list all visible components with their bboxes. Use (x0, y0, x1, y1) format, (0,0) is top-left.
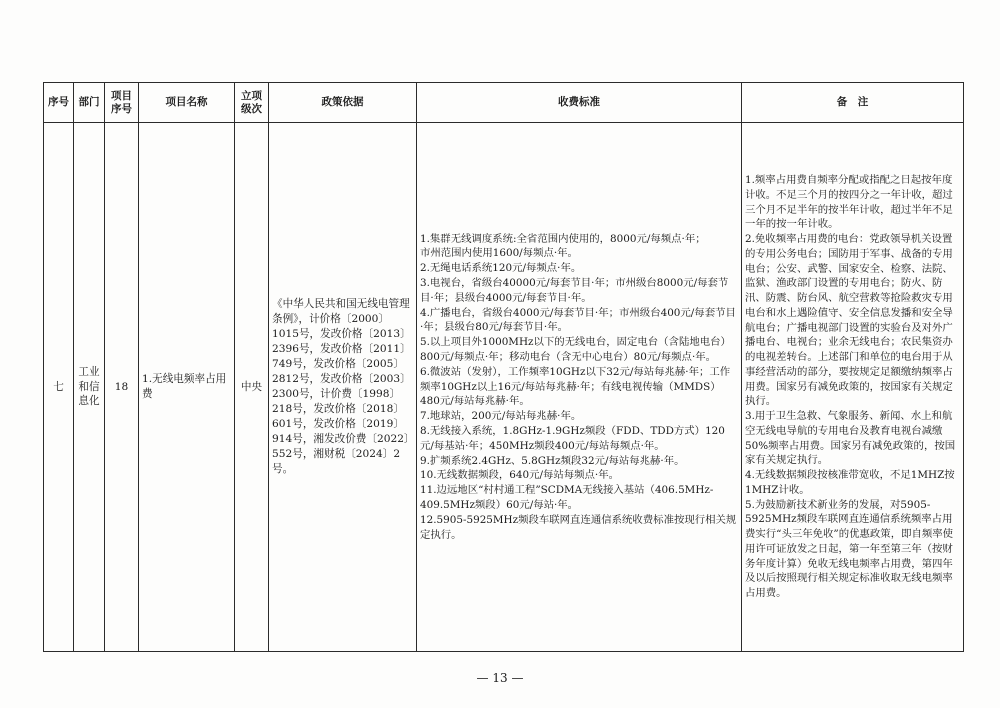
fee-line: 12.5905-5925MHz频段车联网直连通信系统收费标准按现行相关规定执行。 (420, 513, 737, 541)
cell-level: 中央 (235, 123, 269, 652)
fee-line: 5.以上项目外1000MHz以下的无线电台，固定电台（含陆地电台）800元/每频点·年；移动电台（含无中心电台）80元/每频点·年。 (420, 336, 731, 363)
fee-line: 市州范围内使用1600/每频点·年。 (420, 247, 578, 260)
note-line: 4.无线数据频段按核准带宽收，不足1MHZ按1MHZ计收。 (745, 469, 955, 496)
fee-line: 3.电视台，省级台40000元/每套节目·年；市州级台8000元/每套节目·年；县级台4000元/每套节目·年。 (420, 277, 729, 304)
note-line: 1.频率占用费自频率分配或指配之日起按年度计收。不足三个月的按四分之一年计收，超过三个月不足半年的按半年计收，超过半年不足一年的按一年计收。 (745, 174, 953, 231)
table-row (44, 123, 964, 652)
header-level: 立项 级次 (235, 83, 269, 123)
header-dept: 部门 (74, 83, 105, 123)
cell-seq: 七 (44, 123, 74, 652)
cell-policy-basis: 《中华人民共和国无线电管理条例》，计价格〔2000〕1015号，发改价格〔2013〕2396号，发改价格〔2011〕749号，发改价格〔2005〕2812号，发改价格〔2003〕2300号，计价费〔1998〕218号，发改价格〔2018〕601号，发改价格〔2019〕914号，湘发改价费〔2022〕552号，湘财税〔2024〕2号。 (269, 123, 417, 652)
table-header-row (44, 83, 964, 123)
fee-line: 8.无线接入系统，1.8GHz-1.9GHz频段（FDD、TDD方式）120元/每基站·年；450MHz频段400元/每站每频点·年。 (420, 424, 725, 452)
page-number: — 13 — (476, 671, 524, 685)
fee-line: 7.地球站，200元/每站每兆赫·年。 (420, 410, 582, 423)
note-line: 2.免收频率占用费的电台：党政领导机关设置的专用公务电台；国防用于军事、战备的专用电台；公安、武警、国家安全、检察、法院、监狱、渔政部门设置的专用电台；防火、防汛、防震、防台风、航空营救等抢险救灾专用电台和水上遇险值守、安全信息发播和安全导航电台；广播电视部门设置的实验台及对外广播电台、电视台；业余无线电台；农民集资办的电视差转台。上述部门和单位的电台用于从事经营活动的部分，要按规定足额缴纳频率占用费。国家另有减免政策的，按国家有关规定执行。 (745, 233, 953, 408)
fee-standard-table (43, 82, 964, 652)
header-item-name: 项目名称 (139, 83, 235, 123)
fee-line: 11.边远地区“村村通工程”SCDMA无线接入基站（406.5MHz-409.5MHz频段）60元/每站·年。 (420, 484, 714, 511)
cell-fee-standard (417, 123, 742, 652)
fee-line: 1.集群无线调度系统:全省范围内使用的，8000元/每频点·年； (420, 232, 706, 245)
cell-notes (742, 123, 964, 652)
header-note: 备 注 (742, 83, 964, 123)
fee-line: 10.无线数据频段，640元/每站每频点·年。 (420, 469, 620, 482)
header-seq: 序号 (44, 83, 74, 123)
note-line: 3.用于卫生急救、气象服务、新闻、水上和航空无线电导航的专用电台及教育电视台减缴50%频率占用费。国家另有减免政策的，按国家有关规定执行。 (745, 410, 956, 467)
fee-line: 4.广播电台，省级台4000元/每套节目·年；市州级台400元/每套节目·年；县级台80元/每套节目·年。 (420, 306, 736, 334)
note-line: 5.为鼓励新技术新业务的发展，对5905-5925MHz频段车联网直连通信系统频率占用费实行“头三年免收”的优惠政策，即自频率使用许可证放发之日起，第一年至第三年（按财务年度计算）免收无线电频率占用费，第四年及以后按照现行相关规定标准收取无线电频率占用费。 (745, 498, 954, 600)
cell-item-seq: 18 (105, 123, 139, 652)
header-item-seq: 项目 序号 (105, 83, 139, 123)
fee-line: 6.微波站（发射），工作频率10GHz以下32元/每站每兆赫·年；工作频率10GHz以上16元/每站每兆赫·年；有线电视传输（MMDS）480元/每站每兆赫·年。 (420, 365, 731, 408)
header-fee: 收费标准 (417, 83, 742, 123)
cell-dept: 工业 和信 息化 (74, 123, 105, 652)
header-policy: 政策依据 (269, 83, 417, 123)
fee-line: 2.无绳电话系统120元/每频点·年。 (420, 262, 582, 275)
cell-item-name: 1.无线电频率占用费 (139, 123, 235, 652)
fee-line: 9.扩频系统2.4GHz、5.8GHz频段32元/每站每兆赫·年。 (420, 454, 685, 467)
